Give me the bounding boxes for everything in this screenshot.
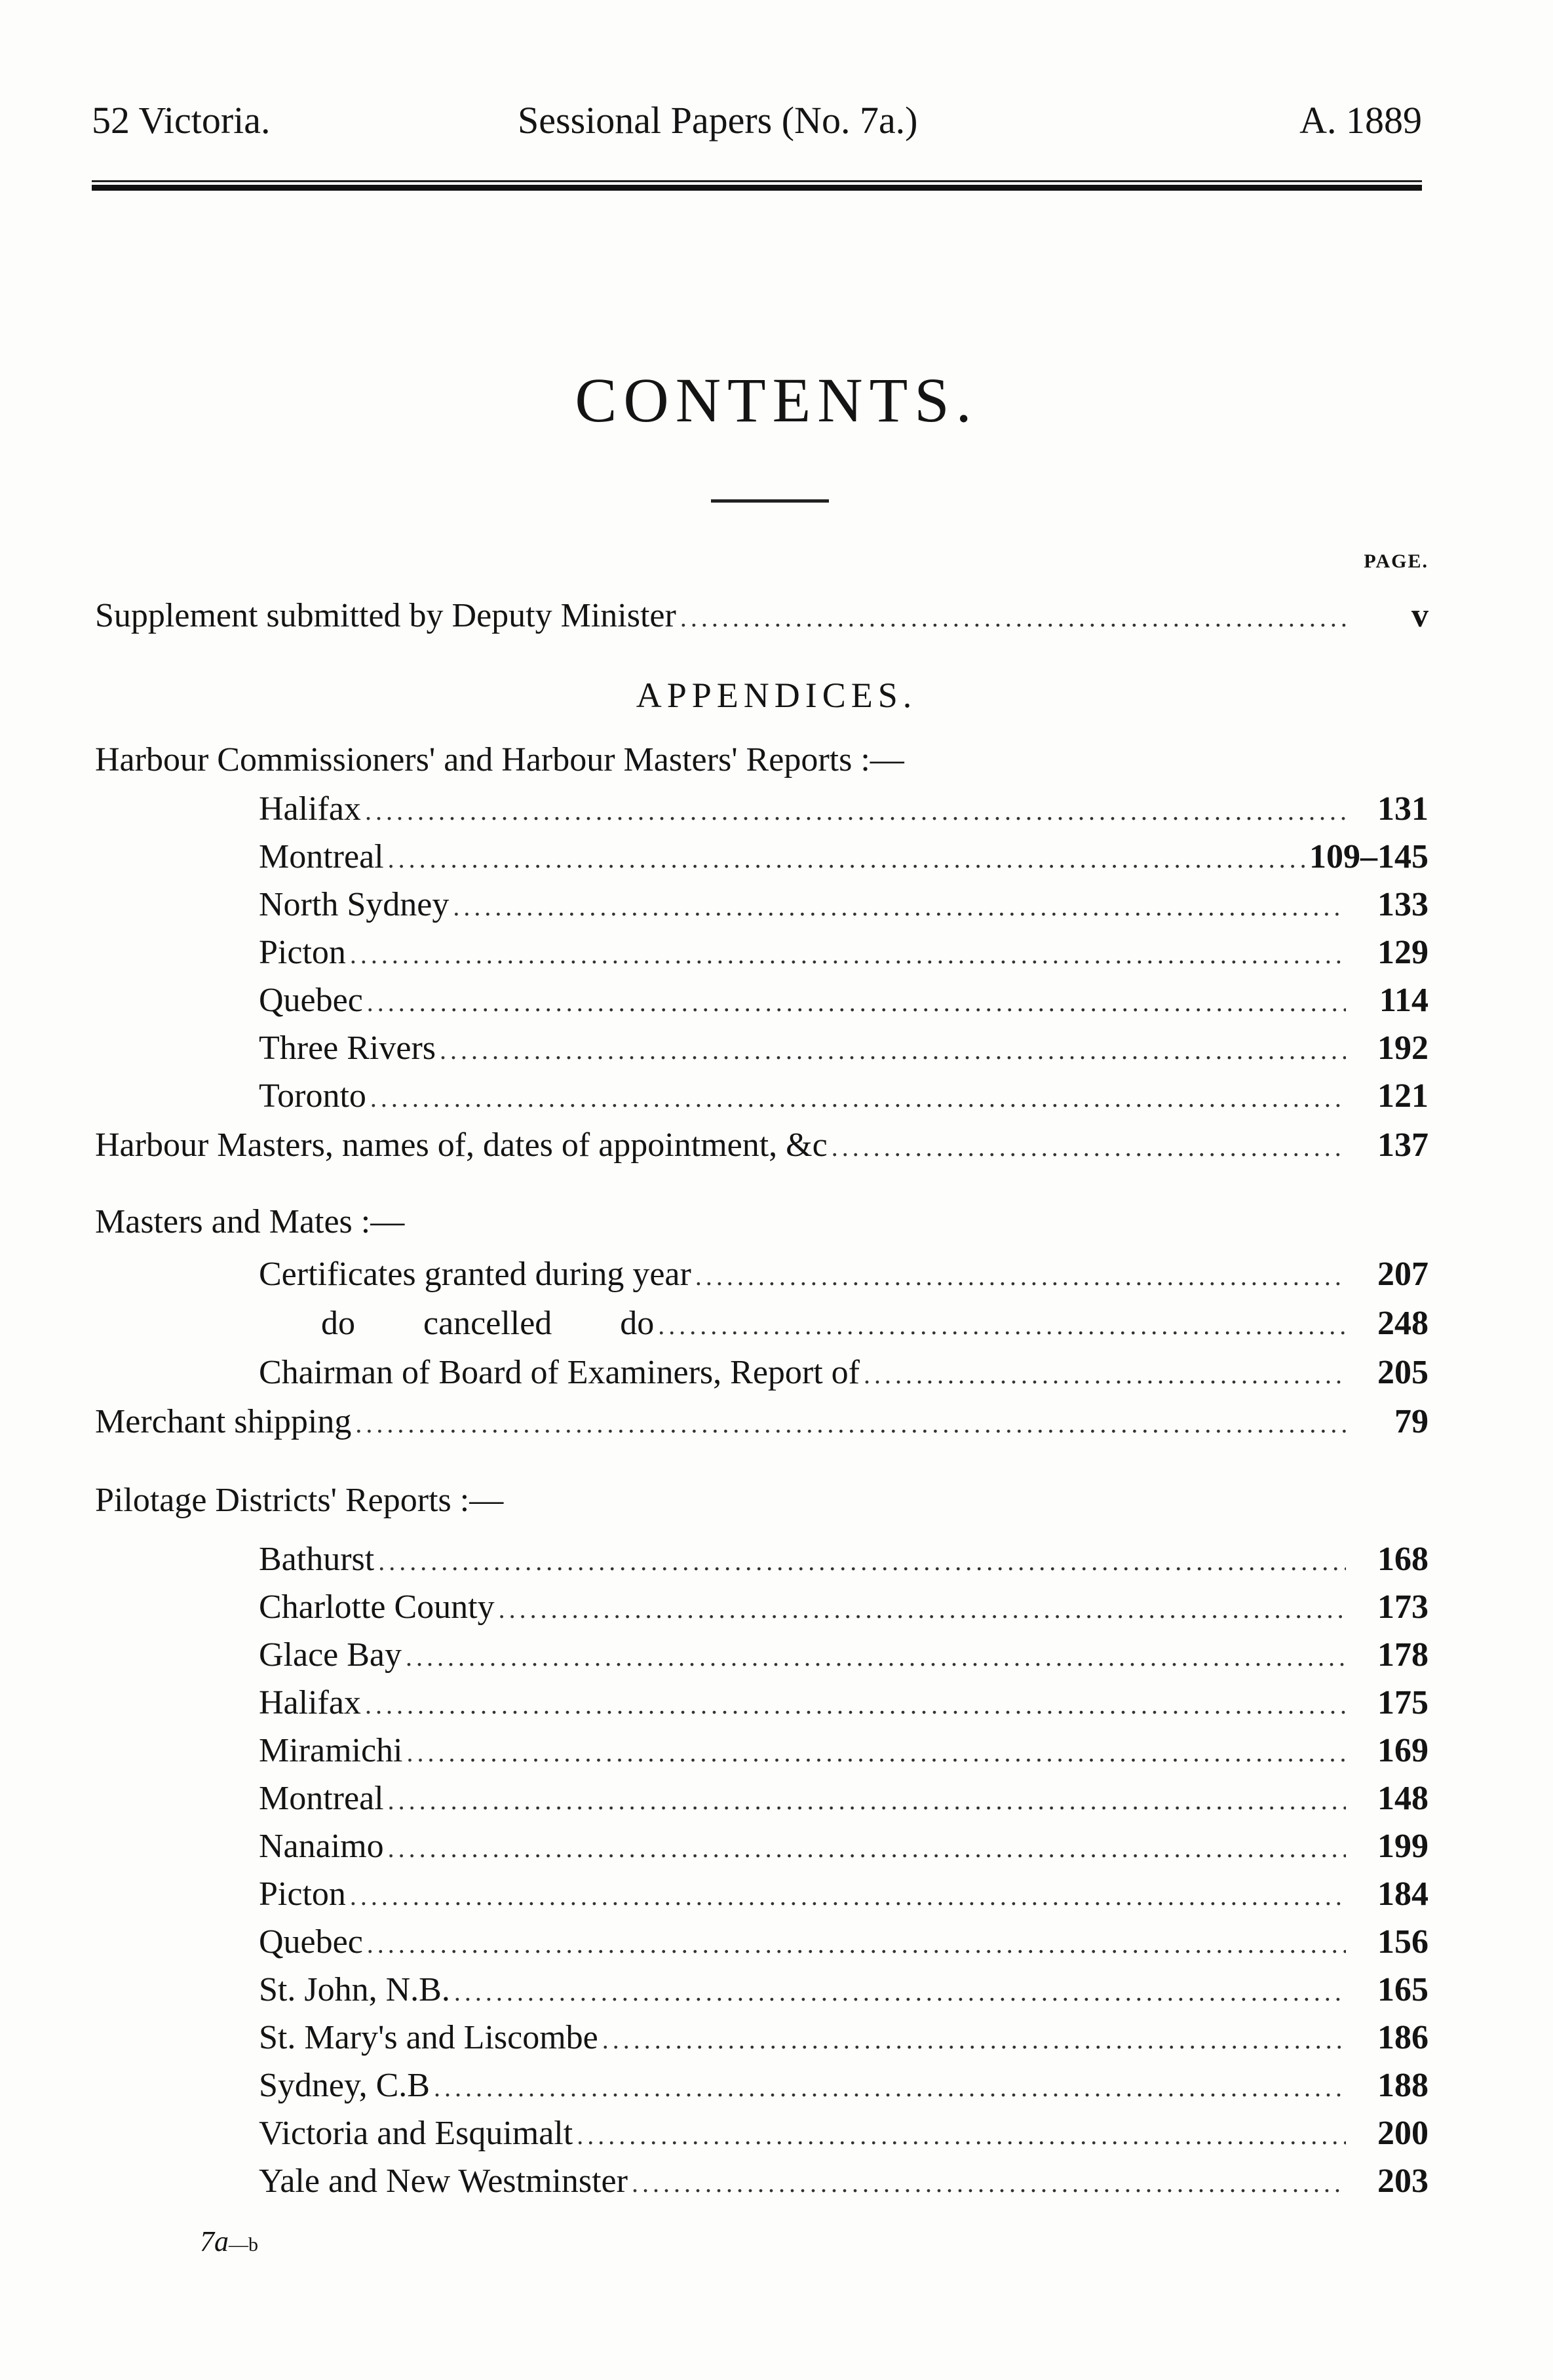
leader-dots: [350, 1881, 1346, 1911]
toc-page: 178: [1377, 1636, 1428, 1674]
toc-page: 137: [1377, 1126, 1428, 1164]
toc-entry: [259, 2018, 1428, 2064]
header-rule-thick: [92, 185, 1422, 191]
toc-entry: [259, 2162, 1428, 2208]
toc-label: Quebec: [259, 982, 363, 1019]
toc-page: 188: [1377, 2067, 1428, 2104]
toc-entry: [259, 1077, 1428, 1123]
toc-page: 186: [1377, 2019, 1428, 2056]
toc-page: 114: [1379, 982, 1428, 1019]
toc-label: Harbour Masters, names of, dates of appointment, &c: [95, 1126, 828, 1164]
toc-label: Montreal: [259, 1780, 384, 1817]
toc-entry-merchant-shipping: [95, 1402, 1428, 1448]
leader-dots: [680, 602, 1346, 633]
toc-entry: [259, 1353, 1428, 1399]
leader-dots: [453, 891, 1346, 922]
toc-page: 203: [1377, 2162, 1428, 2200]
leader-dots: [365, 1689, 1346, 1720]
toc-entry: [259, 933, 1428, 979]
toc-label: Quebec: [259, 1923, 363, 1961]
toc-label: Miramichi: [259, 1732, 403, 1769]
toc-page: 200: [1377, 2115, 1428, 2152]
leader-dots: [695, 1261, 1346, 1292]
toc-entry: [259, 837, 1428, 883]
header-session: 52 Victoria.: [92, 99, 271, 142]
toc-page: 131: [1377, 790, 1428, 828]
toc-label: Sydney, C.B: [259, 2067, 430, 2104]
leader-dots: [355, 1408, 1346, 1439]
toc-entry: [259, 1540, 1428, 1586]
signature-mark: [200, 2225, 258, 2258]
toc-label: Toronto: [259, 1077, 366, 1115]
leader-dots: [434, 2072, 1346, 2103]
page-title: CONTENTS.: [575, 365, 978, 435]
toc-page: 175: [1377, 1684, 1428, 1721]
toc-page: 173: [1377, 1588, 1428, 1626]
leader-dots: [632, 2168, 1346, 2198]
toc-entry: [259, 1875, 1428, 1921]
toc-entry: [259, 2114, 1428, 2160]
leader-dots: [350, 939, 1346, 970]
toc-page: 184: [1377, 1875, 1428, 1913]
leader-dots: [832, 1132, 1346, 1162]
toc-page: 168: [1377, 1541, 1428, 1578]
toc-page: 205: [1377, 1354, 1428, 1391]
toc-label: St. John, N.B.: [259, 1971, 450, 2008]
leader-dots: [388, 1833, 1346, 1864]
toc-page: 169: [1377, 1732, 1428, 1769]
toc-label: Glace Bay: [259, 1636, 402, 1674]
toc-label: St. Mary's and Liscombe: [259, 2019, 598, 2056]
toc-page: 129: [1377, 934, 1428, 971]
toc-entry: [259, 1827, 1428, 1873]
toc-page: 207: [1377, 1256, 1428, 1293]
toc-entry: [259, 1683, 1428, 1729]
signature-sub: —b: [229, 2234, 258, 2255]
toc-entry-harbour-masters-names: [95, 1126, 1428, 1172]
toc-entry: [259, 1029, 1428, 1075]
toc-label: Nanaimo: [259, 1828, 384, 1865]
toc-label: Victoria and Esquimalt: [259, 2115, 573, 2152]
toc-page: 79: [1394, 1403, 1428, 1440]
toc-page: 148: [1377, 1780, 1428, 1817]
toc-label: Chairman of Board of Examiners, Report of: [259, 1354, 860, 1391]
appendices-heading: APPENDICES.: [636, 676, 917, 715]
toc-label: Yale and New Westminster: [259, 2162, 628, 2200]
leader-dots: [658, 1310, 1346, 1341]
toc-entry: [259, 1779, 1428, 1825]
toc-label: Halifax: [259, 1684, 361, 1721]
leader-dots: [388, 1785, 1346, 1816]
toc-entry: [259, 1636, 1428, 1681]
toc-label: Picton: [259, 934, 346, 971]
section-heading-pilotage: Pilotage Districts' Reports :—: [95, 1482, 504, 1519]
header-rule-thin: [92, 180, 1422, 182]
running-header: [92, 98, 1422, 151]
toc-label: Supplement submitted by Deputy Minister: [95, 597, 676, 634]
toc-label: Montreal: [259, 838, 384, 875]
leader-dots: [367, 1929, 1346, 1959]
leader-dots: [577, 2120, 1346, 2151]
toc-label: do cancelled do: [321, 1305, 655, 1342]
toc-entry: [259, 1923, 1428, 1968]
toc-entry: [259, 885, 1428, 931]
toc-entry: [259, 1255, 1428, 1301]
header-sessional-papers: Sessional Papers (No. 7a.): [518, 99, 918, 142]
toc-page: 109–145: [1309, 838, 1428, 875]
leader-dots: [602, 2024, 1346, 2055]
page-column-heading: PAGE.: [1364, 550, 1428, 572]
toc-page: 248: [1377, 1305, 1428, 1342]
leader-dots: [499, 1594, 1346, 1624]
leader-dots: [406, 1641, 1346, 1672]
toc-label: Picton: [259, 1875, 346, 1913]
leader-dots: [864, 1359, 1346, 1390]
toc-page: 121: [1377, 1077, 1428, 1115]
leader-dots: [370, 1083, 1346, 1113]
leader-dots: [367, 987, 1346, 1018]
toc-label: Merchant shipping: [95, 1403, 352, 1440]
toc-entry: [259, 790, 1428, 835]
toc-label: Three Rivers: [259, 1029, 436, 1067]
toc-label: Halifax: [259, 790, 361, 828]
toc-label: Bathurst: [259, 1541, 375, 1578]
toc-entry-supplement: [95, 596, 1428, 642]
toc-page: 133: [1377, 886, 1428, 923]
leader-dots: [454, 1976, 1346, 2007]
leader-dots: [388, 843, 1305, 874]
toc-label: Charlotte County: [259, 1588, 495, 1626]
toc-entry: [259, 981, 1428, 1027]
toc-entry: [259, 1588, 1428, 1634]
header-year: A. 1889: [1299, 99, 1422, 142]
section-heading-masters-and-mates: Masters and Mates :—: [95, 1203, 405, 1240]
leader-dots: [440, 1035, 1346, 1065]
toc-entry: [259, 1970, 1428, 2016]
toc-entry: [259, 2066, 1428, 2112]
toc-page: 199: [1377, 1828, 1428, 1865]
toc-page: 165: [1377, 1971, 1428, 2008]
toc-entry: [259, 1304, 1428, 1350]
leader-dots: [365, 796, 1346, 826]
section-heading-harbour-reports: Harbour Commissioners' and Harbour Masters' Reports :—: [95, 741, 904, 778]
title-rule: [711, 499, 829, 503]
toc-label: Certificates granted during year: [259, 1256, 691, 1293]
toc-page: v: [1411, 597, 1428, 634]
leader-dots: [378, 1546, 1346, 1577]
leader-dots: [407, 1737, 1346, 1768]
signature-main: 7a: [200, 2225, 229, 2257]
toc-page: 156: [1377, 1923, 1428, 1961]
toc-label: North Sydney: [259, 886, 450, 923]
toc-page: 192: [1377, 1029, 1428, 1067]
toc-entry: [259, 1731, 1428, 1777]
